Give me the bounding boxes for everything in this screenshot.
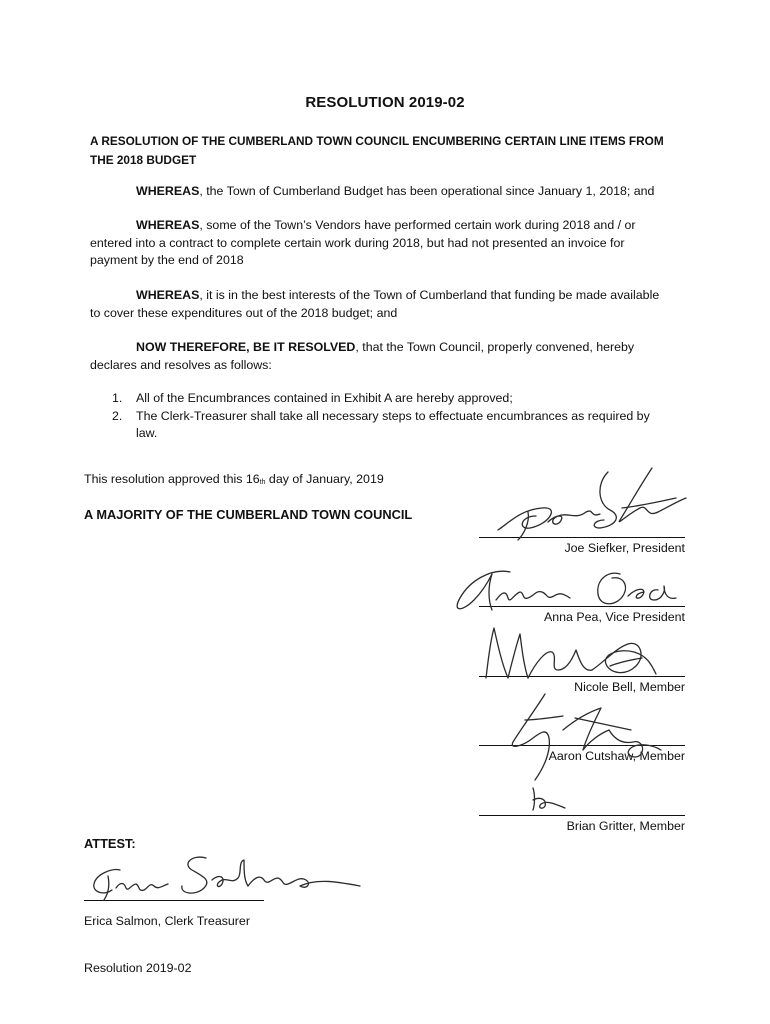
- signature-erica-salmon: [88, 848, 368, 908]
- signature-aaron-cutshaw: [505, 690, 675, 785]
- resolution-items-list: [112, 390, 672, 443]
- resolved-text: , that the Town Council, properly convened, hereby declares and resolves as follows:: [90, 340, 635, 372]
- whereas-paragraph-2: [90, 217, 670, 270]
- signature-nicole-bell: [480, 622, 670, 692]
- list-item: [112, 408, 672, 443]
- clerk-name: Erica Salmon, Clerk Treasurer: [84, 914, 250, 928]
- signature-joe-siefker: [490, 462, 690, 542]
- list-item-number: 2.: [112, 408, 123, 423]
- signatory-name: Nicole Bell, Member: [574, 680, 685, 694]
- whereas-paragraph-1: [90, 183, 670, 201]
- approval-date-line: [84, 472, 384, 486]
- clerk-signature-line: [84, 900, 264, 901]
- list-item-text: The Clerk-Treasurer shall take all necessary steps to effectuate encumbrances as required by law.: [136, 408, 650, 440]
- whereas-paragraph-3: [90, 287, 670, 322]
- whereas-text: , it is in the best interests of the Town of Cumberland that funding be made available to cover these expenditures out of the 2018 budget; and: [90, 288, 660, 320]
- signatory-name: Joe Siefker, President: [564, 541, 685, 555]
- whereas-lead: WHEREAS: [136, 184, 200, 198]
- whereas-text: , the Town of Cumberland Budget has been operational since January 1, 2018; and: [199, 184, 655, 198]
- resolved-paragraph: [90, 339, 670, 374]
- resolved-lead: NOW THEREFORE, BE IT RESOLVED: [136, 340, 356, 354]
- approval-date-prefix: This resolution approved this 16: [84, 472, 260, 486]
- whereas-lead: WHEREAS: [136, 218, 200, 232]
- council-majority-heading: A MAJORITY OF THE CUMBERLAND TOWN COUNCIL: [84, 507, 413, 522]
- signature-brian-gritter: [525, 784, 575, 814]
- attest-label: ATTEST:: [84, 836, 136, 851]
- page-footer: Resolution 2019-02: [84, 961, 192, 975]
- list-item-text: All of the Encumbrances contained in Exhibit A are hereby approved;: [136, 391, 513, 405]
- approval-date-ordinal: th: [259, 479, 266, 486]
- whereas-lead: WHEREAS: [136, 288, 200, 302]
- whereas-text: , some of the Town’s Vendors have performed certain work during 2018 and / or entered into a contract to complete certain work during 2018, but had not presented an invoice for payment by the end of 2018: [90, 218, 636, 267]
- resolution-heading: A RESOLUTION OF THE CUMBERLAND TOWN COUNCIL ENCUMBERING CERTAIN LINE ITEMS FROM THE 2018 BUDGET: [90, 134, 664, 167]
- list-item-number: 1.: [112, 391, 123, 405]
- resolution-title: RESOLUTION 2019-02: [305, 94, 465, 111]
- approval-date-rest: day of January, 2019: [265, 472, 384, 486]
- signature-anna-pea: [452, 560, 692, 620]
- list-item: [112, 390, 672, 408]
- signatory-name: Anna Pea, Vice President: [544, 610, 685, 624]
- signatory-name: Aaron Cutshaw, Member: [548, 749, 685, 763]
- signature-line: [479, 815, 685, 816]
- signatory-name: Brian Gritter, Member: [566, 819, 685, 833]
- signature-block-member-gritter: [475, 815, 685, 833]
